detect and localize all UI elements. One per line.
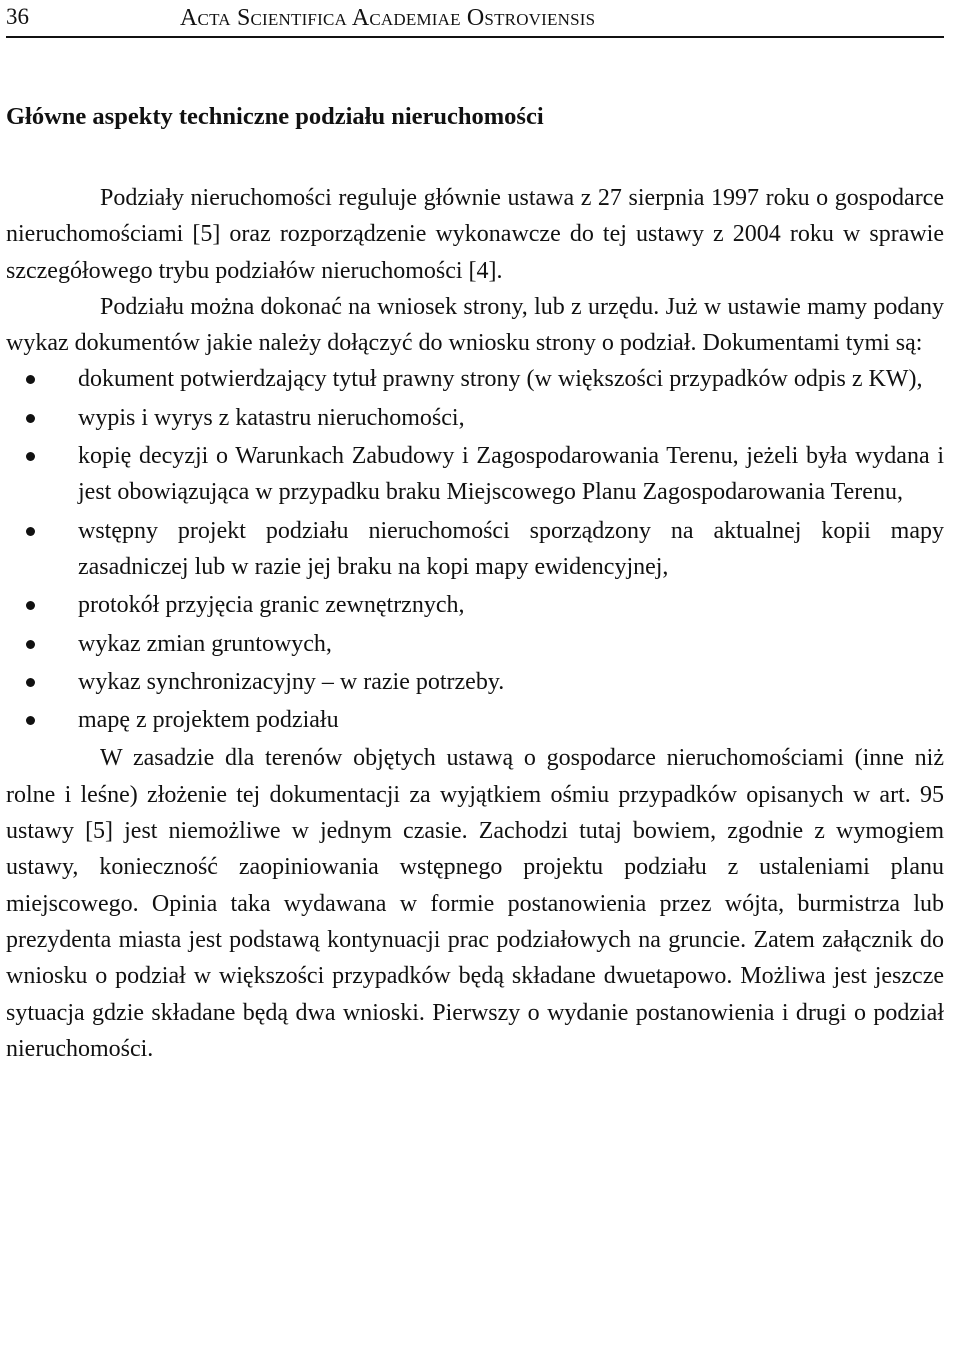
list-item <box>6 400 944 436</box>
bullet-icon <box>26 601 35 610</box>
section-title: Główne aspekty techniczne podziału nieruchomości <box>6 103 544 130</box>
list-item-text: wykaz synchronizacyjny – w razie potrzeby. <box>78 668 505 695</box>
list-item-text: wstępny projekt podziału nieruchomości sporządzony na aktualnej kopii mapy zasadniczej lub w razie jej braku na kopi mapy ewidencyjnej, <box>78 517 944 580</box>
list-item <box>6 513 944 586</box>
bullet-icon <box>26 452 35 461</box>
running-header <box>6 0 944 38</box>
bullet-icon <box>26 640 35 649</box>
list-item <box>6 438 944 511</box>
list-item-text: wykaz zmian gruntowych, <box>78 630 332 657</box>
list-item-text: dokument potwierdzający tytuł prawny strony (w większości przypadków odpis z KW), <box>78 366 923 393</box>
journal-title: Acta Scientifica Academiae Ostroviensis <box>180 5 596 31</box>
list-item-text: wypis i wyrys z katastru nieruchomości, <box>78 404 465 431</box>
paragraph-request: Podziału można dokonać na wniosek strony, lub z urzędu. Już w ustawie mamy podany wykaz dokumentów jakie należy dołączyć do wniosku strony o podział. Dokumentami tymi są: <box>6 293 944 357</box>
list-item-text: mapę z projektem podziału <box>78 707 339 734</box>
paragraph-intro: Podziały nieruchomości reguluje głównie ustawa z 27 sierpnia 1997 roku o gospodarce nieruchomościami [5] oraz rozporządzenie wykonawcze do tej ustawy z 2004 roku w sprawie szczegółowego trybu podziałów nieruchomości [4]. <box>6 185 944 284</box>
body-text <box>6 180 944 1067</box>
list-item <box>6 361 944 397</box>
documents-list <box>6 361 944 738</box>
bullet-icon <box>26 527 35 536</box>
bullet-icon <box>26 716 35 725</box>
list-item <box>6 626 944 662</box>
document-page <box>6 0 944 1067</box>
list-item-text: kopię decyzji o Warunkach Zabudowy i Zagospodarowania Terenu, jeżeli była wydana i jest obowiązująca w przypadku braku Miejscowego Planu Zagospodarowania Terenu, <box>78 443 944 506</box>
paragraph-procedure: W zasadzie dla terenów objętych ustawą o gospodarce nieruchomościami (inne niż rolne i leśne) złożenie tej dokumentacji za wyjątkiem ośmiu przypadków opisanych w art. 95 ustawy [5] jest niemożliwe w jednym czasie. Zachodzi tutaj bowiem, zgodnie z wymogiem ustawy, konieczność zaopiniowania wstępnego projektu podziału z ustaleniami planu miejscowego. Opinia taka wydawana w formie postanowienia przez wójta, burmistrza lub prezydenta miasta jest podstawą kontynuacji prac podziałowych na gruncie. Zatem załącznik do wniosku o podział w większości przypadków będą składane dwuetapowo. Możliwa jest jeszcze sytuacja gdzie składane będą dwa wnioski. Pierwszy o wydanie postanowienia i drugi o podział nieruchomości. <box>6 745 944 1062</box>
page-number: 36 <box>6 4 29 29</box>
list-item <box>6 664 944 700</box>
list-item <box>6 587 944 623</box>
bullet-icon <box>26 414 35 423</box>
list-item-text: protokół przyjęcia granic zewnętrznych, <box>78 592 465 619</box>
bullet-icon <box>26 678 35 687</box>
bullet-icon <box>26 375 35 384</box>
list-item <box>6 702 944 738</box>
